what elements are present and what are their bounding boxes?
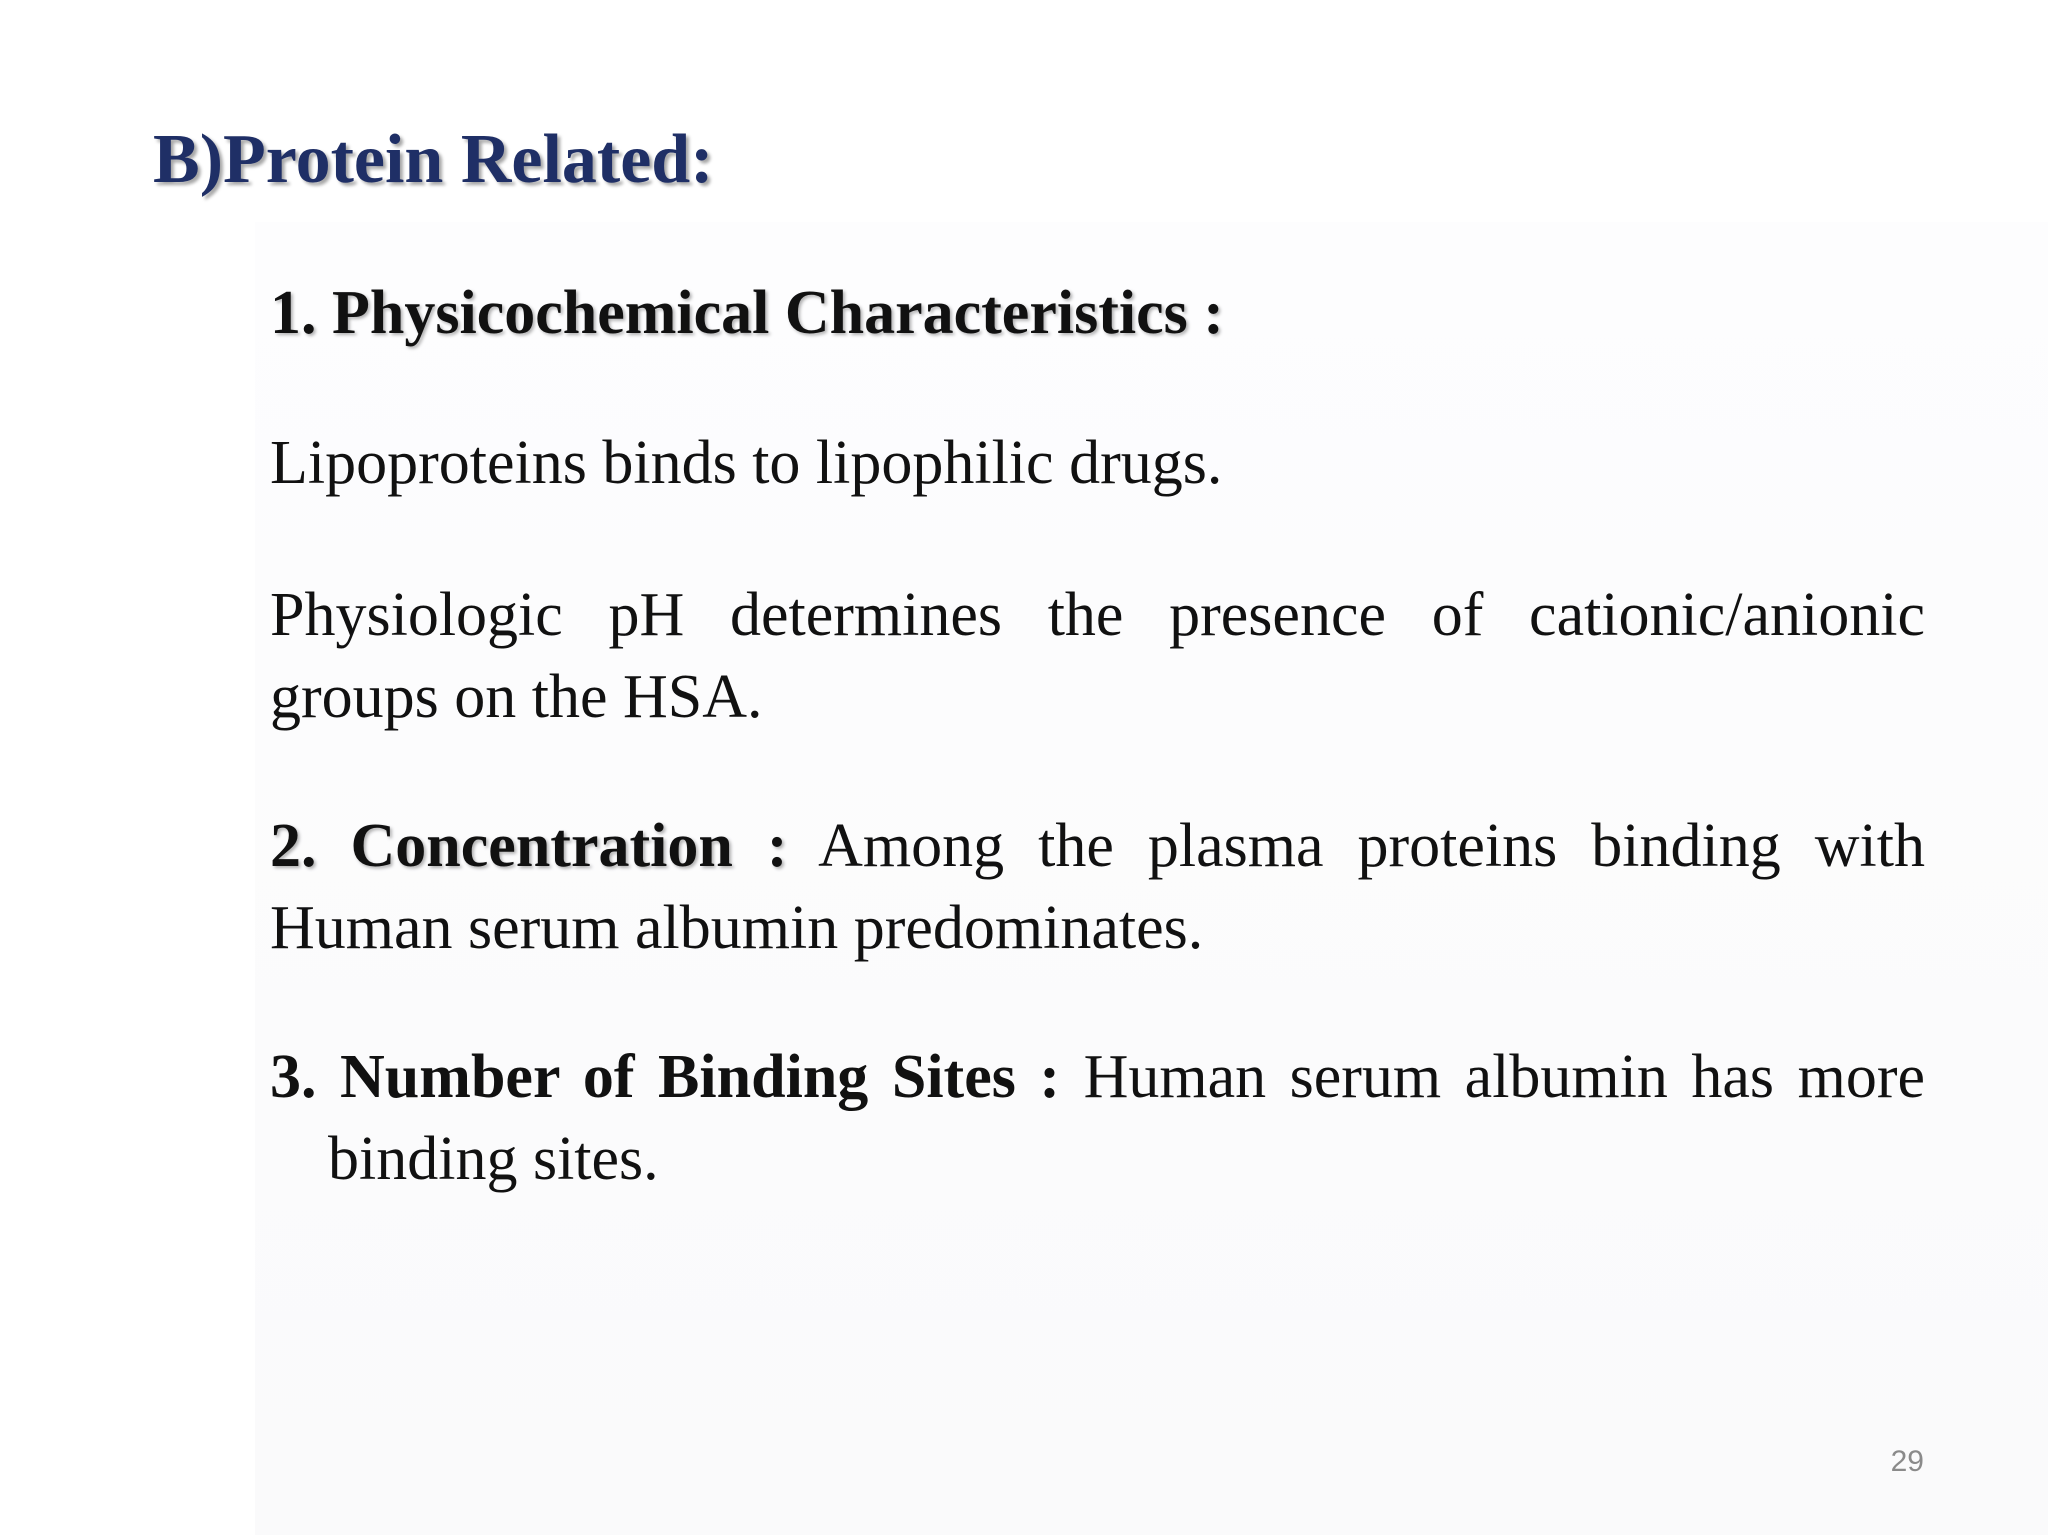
section-heading-physicochemical: 1. Physicochemical Characteristics : bbox=[270, 279, 1224, 347]
paragraph-lipoproteins: Lipoproteins binds to lipophilic drugs. bbox=[270, 429, 1223, 497]
binding-sites-text: Human serum albumin has more binding sites. bbox=[328, 1043, 1925, 1193]
section-heading-binding-sites: 3. Number of Binding Sites : bbox=[270, 1043, 1061, 1111]
concentration-text: Among the plasma proteins binding with Human serum albumin predominates. bbox=[270, 812, 1925, 962]
paragraph-physiologic-ph: Physiologic pH determines the presence of cationic/anionic groups on the HSA. bbox=[270, 581, 1925, 731]
paragraph-binding-sites bbox=[270, 1036, 1925, 1200]
section-heading-concentration: 2. Concentration : bbox=[270, 812, 788, 880]
page-number: 29 bbox=[1890, 1445, 1924, 1478]
slide-title: B)Protein Related: bbox=[153, 121, 714, 198]
paragraph-concentration bbox=[270, 805, 1925, 969]
